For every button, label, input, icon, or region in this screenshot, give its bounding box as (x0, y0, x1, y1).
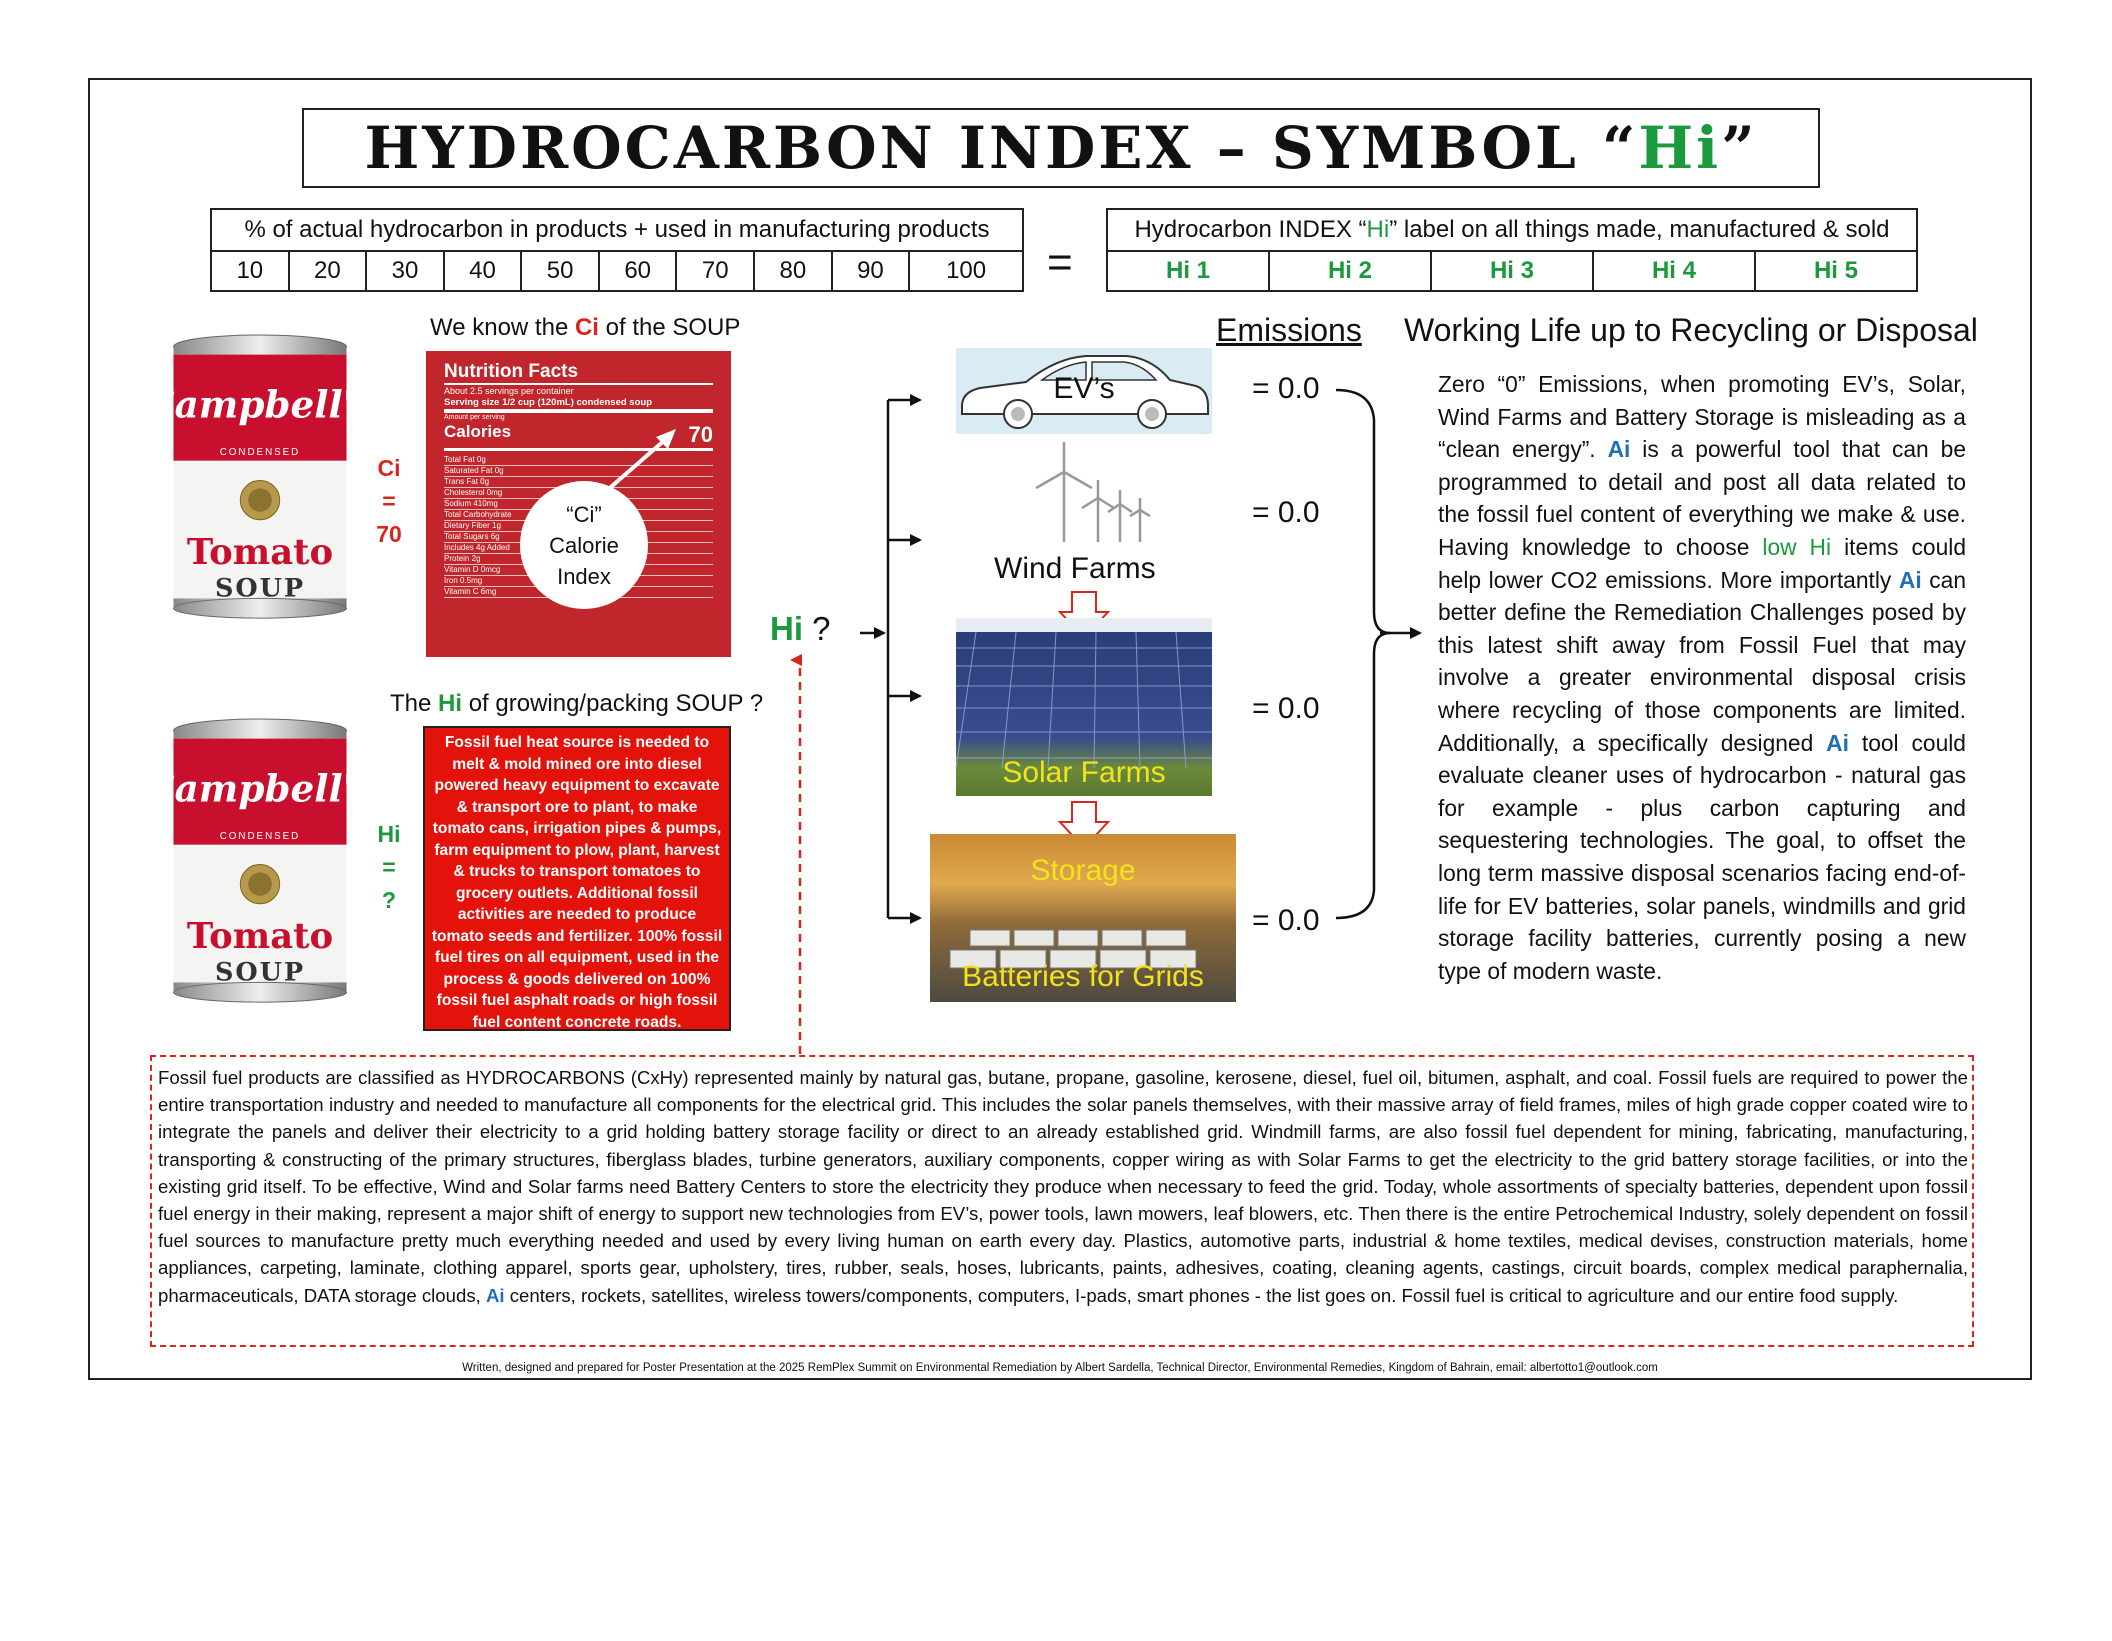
nutrition-row: Sodium 410mg (444, 499, 713, 510)
right-text: Zero “0” Emissions, when promoting EV’s, Solar, Wind Farms and Battery Storage is misleading as a “clean energy”. (1438, 371, 1966, 463)
hi-label-eq: = (382, 854, 396, 880)
bottom-paragraph (158, 1064, 1968, 1309)
ev-image (956, 348, 1212, 434)
can-condensed: CONDENSED (219, 446, 301, 458)
solar-farm-image (956, 618, 1212, 796)
right-text: can better define the Remediation Challenges posed by this latest shift away from Fossil Fuel that may involve a greater environmental disposal crisis where recycling of those components are limited. Additionally, a specifically designed (1438, 566, 1966, 756)
percent-cell: 30 (366, 251, 444, 291)
caption-hi: Hi (438, 690, 463, 717)
caption-post: of the SOUP (598, 314, 741, 341)
nutrition-row: Total Fat 0g (444, 455, 713, 466)
emission-value-storage: = 0.0 (1252, 904, 1320, 937)
storage-image (930, 834, 1236, 1002)
nutrition-row: Total Sugars 6g (444, 532, 713, 543)
caption-pre: We know the (430, 314, 575, 341)
can-brand: Campbell's (144, 382, 376, 427)
nutrition-row: Includes 4g Added (444, 543, 713, 554)
emission-value-ev: = 0.0 (1252, 372, 1320, 405)
percent-row (211, 251, 1023, 291)
ci-label-value: 70 (376, 521, 402, 547)
can-flavor: Tomato (186, 532, 334, 574)
can-soup: SOUP (214, 573, 306, 604)
title-close-quote: ” (1721, 114, 1758, 182)
percent-cell: 20 (289, 251, 367, 291)
nutrition-amount: Amount per serving (444, 414, 505, 421)
percent-cell: 60 (599, 251, 677, 291)
ai-term: Ai (1607, 436, 1631, 463)
nutrition-row: Total Carbohydrate (444, 510, 713, 521)
wind-turbine-icon (1016, 442, 1166, 546)
index-header-hi: Hi (1366, 216, 1390, 243)
percent-cell: 100 (909, 251, 1023, 291)
footer-credit: Written, designed and prepared for Poster Presentation at the 2025 RemPlex Summit on Environmental Remediation by Albert Sardella, Technical Director, Environmental Remedies, Kingdom of Bahrain, email: albertotto1@outlook.com (462, 1362, 1658, 1374)
ci-label-ci: Ci (377, 455, 401, 481)
percent-table (210, 208, 1024, 292)
nutrition-row: Trans Fat 0g (444, 477, 713, 488)
ai-term: Ai (1826, 729, 1849, 756)
storage-label: Storage (1030, 854, 1136, 887)
index-cell: Hi 4 (1593, 251, 1755, 291)
right-text: tool could evaluate cleaner uses of hydrocarbon - natural gas for example - plus carbon capturing and sequestering technologies. The goal, to offset the long term massive disposal scenarios facing end-of-life for EV batteries, solar panels, windmills and grid storage facility batteries, currently posing a new type of modern waste. (1438, 729, 1966, 984)
nutrition-row: Vitamin D 0mcg (444, 565, 713, 576)
index-table (1106, 208, 1918, 292)
percent-table-header: % of actual hydrocarbon in products + used in manufacturing products (211, 209, 1023, 251)
fossil-fuel-soup-box: Fossil fuel heat source is needed to melt & mold mined ore into diesel powered heavy equipment to excavate & transport ore to plant, to make tomato cans, irrigation pipes & pumps, farm equipment to plow, plant, harvest & trucks to transport tomatoes to grocery outlets. Additional fossil activities are needed to produce tomato seeds and fertilizer. 100% fossil fuel tires on all equipment, used in the process & goods delivered on 100% fossil fuel asphalt roads or high fossil fuel content concrete roads. (423, 726, 731, 1031)
wind-farms-label: Wind Farms (994, 552, 1156, 585)
can-soup: SOUP (214, 957, 306, 988)
hi-question (770, 610, 831, 648)
percent-cell: 50 (521, 251, 599, 291)
bubble-ci (566, 499, 601, 530)
index-table-header (1107, 209, 1917, 251)
soup-top-caption (430, 314, 740, 342)
emission-value-solar: = 0.0 (1252, 692, 1320, 725)
soup-can-image-top (144, 333, 376, 623)
nutrition-serving-size: Serving size 1/2 cup (120mL) condensed soup (444, 397, 713, 413)
ai-term: Ai (485, 1284, 505, 1306)
nutrition-row: Iron 0.5mg (444, 576, 713, 587)
nutrition-servings: About 2.5 servings per container (444, 386, 574, 396)
nutrition-heading: Nutrition Facts (444, 361, 713, 385)
emissions-heading: Emissions (1216, 312, 1362, 348)
nutrition-row: Dietary Fiber 1g (444, 521, 713, 532)
right-text: is a powerful tool that can be programmed to detail and post all data related to the fossil fuel content of everything we make & use. Having knowledge to choose (1438, 436, 1966, 560)
nutrition-row: Vitamin C 6mg (444, 587, 713, 598)
emission-value-wind: = 0.0 (1252, 496, 1320, 529)
solar-farms-label: Solar Farms (1002, 756, 1166, 789)
bottom-text: Fossil fuel products are classified as HYDROCARBONS (CxHy) represented mainly by natural gas, butane, propane, gasoline, kerosene, diesel, fuel oil, bitumen, asphalt, and coal. Fossil fuels are required to power the entire transportation industry and needed to manufacture all components for the electrical grid. This includes the solar panels themselves, with their massive array of field frames, miles of high grade copper coated wire to integrate the panels and deliver their electricity to a grid holding battery storage facility or direct to an already established grid. Windmill farms, are also fossil fuel dependent for mining, fabricating, manufacturing, transporting & constructing of the primary structures, fiberglass blades, turbine generators, auxiliary components, copper wiring as with Solar Farms to get the electricity to the grid battery storage facilities, or into the existing grid itself. To be effective, Wind and Solar farms need Battery Centers to store the electricity they produce when necessary to feed the grid. Today, whole assortments of specialty batteries, dependent upon fossil fuel energy in their making, represent a major shift of energy to support new technologies from EV’s, power tools, lawn mowers, leaf blowers, etc. Then there is the entire Petrochemical Industry, solely dependent on fossil fuel sources to manufacture pretty much everything needed and used by every living human on earth every day. Plastics, automotive parts, industrial & home textiles, medical devises, construction materials, home appliances, carpeting, laminate, clothing apparel, sports gear, upholstery, tires, rubber, seals, hoses, lubricants, paints, adhesives, coating, cleaning agents, castings, circuit boards, complex medical paraphernalia, pharmaceuticals, DATA storage clouds, (158, 1067, 1968, 1306)
percent-cell: 10 (211, 251, 289, 291)
can-brand: Campbell's (144, 766, 376, 811)
percent-cell: 90 (832, 251, 910, 291)
bubble-ci-text: “Ci” (566, 501, 602, 527)
right-paragraph (1438, 368, 1966, 987)
can-flavor: Tomato (186, 916, 334, 958)
percent-cell: 40 (444, 251, 522, 291)
title-text: HYDROCARBON INDEX – SYMBOL “ (364, 114, 1639, 182)
hi-question-hi: Hi (770, 610, 803, 647)
nutrition-calories-label: Calories (444, 422, 512, 441)
can-condensed: CONDENSED (219, 830, 301, 842)
bubble-calorie: Calorie (549, 532, 619, 558)
nutrition-row: Protein 2g (444, 554, 713, 565)
ci-label-eq: = (382, 488, 396, 514)
index-cell: Hi 5 (1755, 251, 1917, 291)
index-cell: Hi 2 (1269, 251, 1431, 291)
caption-pre: The (390, 690, 439, 717)
working-life-heading: Working Life up to Recycling or Disposal (1404, 312, 1978, 348)
title-symbol: Hi (1638, 114, 1722, 182)
soup-can-image-bottom (144, 717, 376, 1007)
right-text: items could help lower CO2 emissions. More importantly (1438, 533, 1966, 593)
index-header-pre: Hydrocarbon INDEX “ (1134, 216, 1367, 243)
percent-cell: 70 (676, 251, 754, 291)
bottom-text: centers, rockets, satellites, wireless towers/components, computers, I-pads, smart phones - the list goes on. Fossil fuel is critical to agriculture and our entire food supply. (504, 1284, 1899, 1306)
caption-post: of growing/packing SOUP ? (462, 690, 764, 717)
hi-label-q: ? (381, 887, 397, 913)
hi-label-hi: Hi (377, 821, 401, 847)
hi-question-mark: ? (803, 610, 831, 647)
index-cell: Hi 3 (1431, 251, 1593, 291)
equals-sign: = (1047, 238, 1073, 287)
nutrition-label (426, 351, 731, 657)
caption-ci: Ci (574, 314, 599, 341)
percent-cell: 80 (754, 251, 832, 291)
calorie-index-bubble (520, 481, 648, 609)
low-hi-term: low Hi (1762, 533, 1832, 560)
index-cell: Hi 1 (1107, 251, 1269, 291)
soup-bottom-caption (390, 690, 763, 718)
bubble-index: Index (557, 563, 611, 589)
index-header-post: ” label on all things made, manufactured & sold (1389, 216, 1890, 243)
poster-title (302, 108, 1820, 188)
index-row (1107, 251, 1917, 291)
ci-equals-label (372, 452, 406, 551)
ai-term: Ai (1898, 566, 1922, 593)
batteries-label: Batteries for Grids (962, 960, 1204, 993)
hi-equals-label (372, 818, 406, 917)
nutrition-row: Saturated Fat 0g (444, 466, 713, 477)
ev-label: EV’s (1053, 372, 1115, 405)
nutrition-row: Cholesterol 0mg (444, 488, 713, 499)
nutrition-calories-value: 70 (688, 422, 713, 447)
